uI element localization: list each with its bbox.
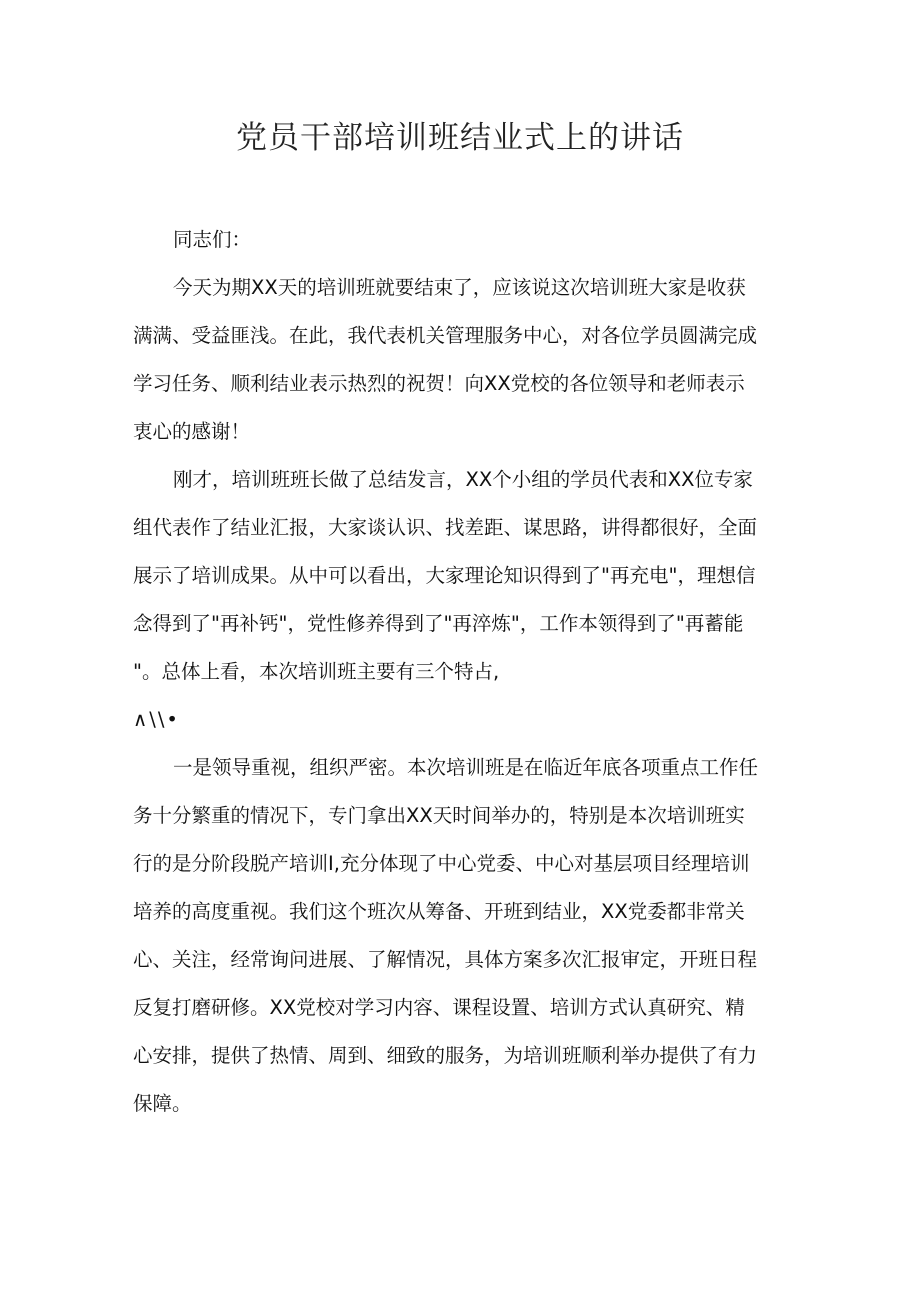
text-line: 反复打磨研修。XX党校对学习内容、课程设置、培训方式认真研究、精 bbox=[133, 996, 745, 1019]
salutation-line: 同志们： bbox=[173, 228, 252, 251]
document-title: 党员干部培训班结业式上的讲话 bbox=[236, 120, 684, 156]
text-line: 念得到了"再补钙"，党性修养得到了"再淬炼"，工作本领得到了"再蓄能 bbox=[133, 612, 744, 635]
text-line: "。总体上看，本次培训班主要有三个特占, bbox=[133, 660, 500, 683]
ocr-fragment-line: ∧\\• bbox=[133, 708, 180, 731]
text-line: 今天为期XX天的培训班就要结束了，应该说这次培训班大家是收获 bbox=[173, 276, 746, 299]
text-line: 学习任务、顺利结业表示热烈的祝贺！向XX党校的各位领导和老师表示 bbox=[133, 372, 745, 395]
text-line: 刚才，培训班班长做了总结发言，XX个小组的学员代表和XX位专家 bbox=[173, 468, 753, 491]
text-line: 衷心的感谢！ bbox=[133, 420, 251, 443]
text-line: 保障。 bbox=[133, 1092, 192, 1115]
text-line: 心、关注，经常询问进展、了解情况，具体方案多次汇报审定，开班日程 bbox=[133, 948, 758, 971]
text-line: 培养的高度重视。我们这个班次从筹备、开班到结业，XX党委都非常关 bbox=[133, 900, 745, 923]
text-line: 心安排，提供了热情、周到、细致的服务，为培训班顺利举办提供了有力 bbox=[133, 1044, 758, 1067]
text-line: 一是领导重视，组织严密。本次培训班是在临近年底各项重点工作任 bbox=[173, 756, 759, 779]
text-line: 组代表作了结业汇报，大家谈认识、找差距、谋思路，讲得都很好，全面 bbox=[133, 516, 758, 539]
text-line: 务十分繁重的情况下，专门拿出XX天时间举办的，特别是本次培训班实 bbox=[133, 804, 745, 827]
text-line: 满满、受益匪浅。在此，我代表机关管理服务中心，对各位学员圆满完成 bbox=[133, 324, 758, 347]
speech-body bbox=[133, 216, 785, 1128]
text-line: 展示了培训成果。从中可以看出，大家理论知识得到了"再充电"，理想信 bbox=[133, 564, 756, 587]
text-line: 行的是分阶段脱产培训I,充分体现了中心党委、中心对基层项目经理培训 bbox=[133, 852, 750, 875]
